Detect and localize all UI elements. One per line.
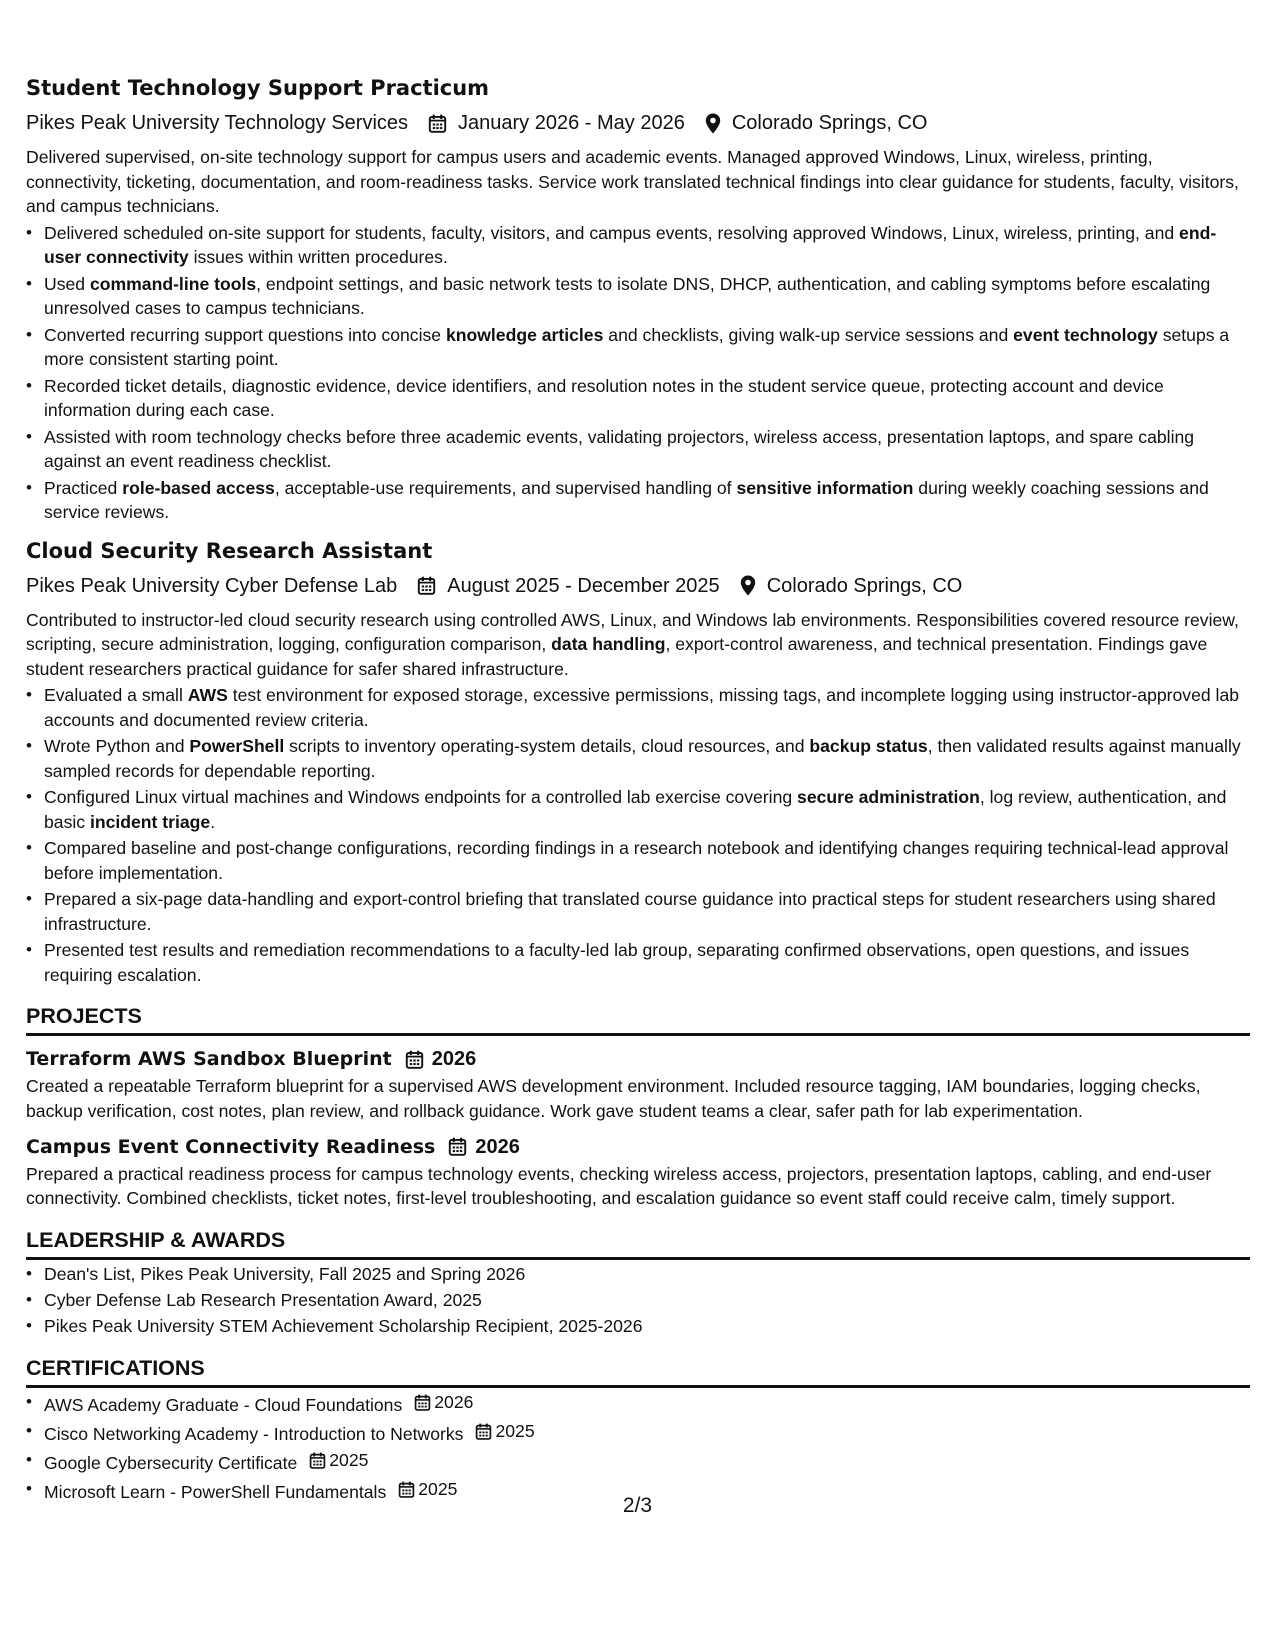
job-meta <box>26 572 1250 600</box>
keyword: AWS <box>187 685 228 706</box>
job-bullets <box>26 221 1250 525</box>
bullet-item <box>44 374 1250 423</box>
bullet-item <box>44 425 1250 474</box>
job-summary <box>26 145 1250 219</box>
bullet-item <box>44 683 1250 732</box>
certification-year: 2026 <box>434 1391 474 1412</box>
certification-item <box>44 1448 1250 1475</box>
certification-year: 2025 <box>329 1450 369 1471</box>
project-title-row <box>26 1046 1250 1072</box>
job-meta <box>26 109 1250 137</box>
text-run: Compared baseline and post-change configurations, recording findings in a research notebook and identifying changes requiring technical-lead approval before implementation. <box>44 838 1229 883</box>
text-run: , endpoint settings, and basic network tests to isolate DNS, DHCP, authentication, and cabling symptoms before escalating unresolved cases to campus technicians. <box>44 273 1211 319</box>
certification-year: 2025 <box>418 1479 458 1500</box>
keyword: end-user connectivity <box>44 222 1217 268</box>
keyword: event technology <box>1013 324 1158 345</box>
project-entry <box>26 1046 1250 1123</box>
text-run: Delivered scheduled on-site support for students, faculty, visitors, and campus events, resolving approved Windows, Linux, wireless, printing, and <box>44 222 1180 243</box>
page-number: 2/3 <box>622 1494 653 1517</box>
bullet-item <box>44 323 1250 372</box>
award-item: • Dean's List, Pikes Peak University, Fall 2025 and Spring 2026 <box>44 1262 1250 1287</box>
text-run: test environment for exposed storage, excessive permissions, missing tags, and incomplete logging using instructor-approved lab accounts and documented review criteria. <box>44 685 1240 730</box>
bullet-item <box>44 887 1250 936</box>
text-run: , export-control awareness, and technical presentation. Findings gave student researchers practical guidance for safer shared infrastructure. <box>26 634 1208 679</box>
certifications-section <box>26 1355 1250 1505</box>
project-entry <box>26 1134 1250 1211</box>
text-run: , log review, authentication, and basic <box>44 787 1227 832</box>
keyword: secure administration <box>797 787 980 808</box>
text-run: Configured Linux virtual machines and Windows endpoints for a controlled lab exercise covering <box>44 787 798 808</box>
location-pin-icon <box>740 575 756 596</box>
text-run: Wrote Python and <box>44 736 190 757</box>
certification-date <box>297 1448 368 1473</box>
project-title: Terraform AWS Sandbox Blueprint <box>26 1048 392 1071</box>
certification-year: 2025 <box>495 1420 535 1441</box>
job-location: Colorado Springs, CO <box>766 574 963 597</box>
projects-section <box>26 1003 1250 1210</box>
text-run: Converted recurring support questions into concise <box>44 324 446 345</box>
keyword: command-line tools <box>89 273 257 294</box>
certifications-list <box>26 1390 1250 1505</box>
certification-date <box>402 1390 473 1415</box>
bullet-item <box>44 938 1250 987</box>
section-heading-projects: PROJECTS <box>26 1003 1250 1036</box>
job-organization: Pikes Peak University Technology Services <box>26 112 409 134</box>
job-organization: Pikes Peak University Cyber Defense Lab <box>26 574 398 597</box>
section-heading-certifications: CERTIFICATIONS <box>26 1355 1250 1388</box>
calendar-icon <box>417 576 436 595</box>
section-heading-leadership: LEADERSHIP & AWARDS <box>26 1227 1250 1260</box>
job-title: Cloud Security Research Assistant <box>26 538 433 563</box>
text-run: Prepared a six-page data-handling and export-control briefing that translated course guidance into practical steps for student researchers using shared infrastructure. <box>44 889 1216 934</box>
project-year: 2026 <box>475 1135 520 1158</box>
award-item: • Cyber Defense Lab Research Presentation Award, 2025 <box>44 1288 1250 1313</box>
keyword: incident triage <box>89 811 211 832</box>
experience-entry <box>26 74 1250 525</box>
certification-item <box>44 1390 1250 1417</box>
calendar-icon <box>309 1452 326 1469</box>
bullet-item <box>44 476 1250 525</box>
text-run: , then validated results against manually sampled records for dependable reporting. <box>44 736 1241 781</box>
project-description: Created a repeatable Terraform blueprint for a supervised AWS development environment. Included resource tagging, IAM boundaries, logging checks, backup verification, cost notes, plan review, and rollback guidance. Work gave student teams a clear, safer path for lab experimentation. <box>26 1076 1201 1121</box>
job-dates: August 2025 - December 2025 <box>447 574 720 597</box>
job-title: Student Technology Support Practicum <box>26 76 490 100</box>
bullet-item <box>44 272 1250 321</box>
text-run: Practiced <box>44 477 123 498</box>
keyword: PowerShell <box>189 736 285 757</box>
project-year: 2026 <box>431 1048 477 1071</box>
text-run: during weekly coaching sessions and service reviews. <box>44 477 1209 523</box>
certification-name: Google Cybersecurity Certificate <box>44 1452 298 1473</box>
text-run: , acceptable-use requirements, and supervised handling of <box>274 477 737 498</box>
calendar-icon <box>405 1050 424 1069</box>
text-run: and checklists, giving walk-up service sessions and <box>603 324 1014 345</box>
leadership-section <box>26 1227 1250 1339</box>
keyword: role-based access <box>122 477 275 498</box>
text-run: Assisted with room technology checks before three academic events, validating projectors, wireless access, presentation laptops, and spare cabling against an event readiness checklist. <box>44 426 1195 472</box>
project-title-row <box>26 1134 1250 1160</box>
text-run: Evaluated a small <box>44 685 188 706</box>
award-item: • Pikes Peak University STEM Achievement Scholarship Recipient, 2025-2026 <box>44 1314 1250 1339</box>
keyword: backup status <box>809 736 928 757</box>
calendar-icon <box>448 1137 467 1156</box>
bullet-item <box>44 785 1250 834</box>
bullet-item <box>44 221 1250 270</box>
certification-name: Microsoft Learn - PowerShell Fundamentals <box>44 1482 387 1503</box>
location-pin-icon <box>705 113 721 134</box>
keyword: sensitive information <box>736 477 914 498</box>
keyword: knowledge articles <box>445 324 604 345</box>
text-run: Contributed to instructor-led cloud security research using controlled AWS, Linux, and Windows lab environments. Responsibilities covered resource review, scripting, secure administration, logging, configuration comparison, <box>26 609 1239 655</box>
job-location: Colorado Springs, CO <box>731 112 928 134</box>
calendar-icon <box>414 1394 431 1411</box>
leadership-list <box>26 1262 1250 1339</box>
text-run: issues within written procedures. <box>188 247 448 268</box>
certification-item <box>44 1419 1250 1446</box>
job-summary <box>26 608 1250 682</box>
text-run: setups a more consistent starting point. <box>44 324 1230 370</box>
bullet-item <box>44 836 1250 885</box>
keyword: data handling <box>551 634 666 655</box>
certification-name: Cisco Networking Academy - Introduction to Networks <box>44 1423 464 1444</box>
text-run: Recorded ticket details, diagnostic evidence, device identifiers, and resolution notes in the student service queue, protecting account and device information during each case. <box>44 375 1164 421</box>
text-run: Used <box>44 273 90 294</box>
project-title: Campus Event Connectivity Readiness <box>26 1135 436 1158</box>
text-run: scripts to inventory operating-system details, cloud resources, and <box>284 736 810 757</box>
calendar-icon <box>428 114 447 133</box>
experience-entry <box>26 537 1250 988</box>
calendar-icon <box>475 1423 492 1440</box>
certification-date <box>463 1419 534 1444</box>
text-run: Presented test results and remediation recommendations to a faculty-led lab group, separating confirmed observations, open questions, and issues requiring escalation. <box>44 940 1190 985</box>
certification-name: AWS Academy Graduate - Cloud Foundations <box>44 1394 403 1415</box>
project-description: Prepared a practical readiness process for campus technology events, checking wireless access, projectors, presentation laptops, cabling, and end-user connectivity. Combined checklists, ticket notes, first-level troubleshooting, and escalation guidance so event staff could receive calm, timely support. <box>26 1163 1212 1209</box>
job-dates: January 2026 - May 2026 <box>458 112 685 134</box>
text-run: . <box>210 811 216 832</box>
text-run: Delivered supervised, on-site technology support for campus users and academic events. Managed approved Windows, Linux, wireless, printing, connectivity, ticketing, documentation, and room-readiness tasks. Service work translated technical findings into clear guidance for students, faculty, visitors, and campus technicians. <box>26 147 1239 217</box>
resume-page <box>26 74 1250 1505</box>
experience-section <box>26 74 1250 987</box>
projects-list <box>26 1046 1250 1210</box>
job-bullets <box>26 683 1250 987</box>
bullet-item <box>44 734 1250 783</box>
